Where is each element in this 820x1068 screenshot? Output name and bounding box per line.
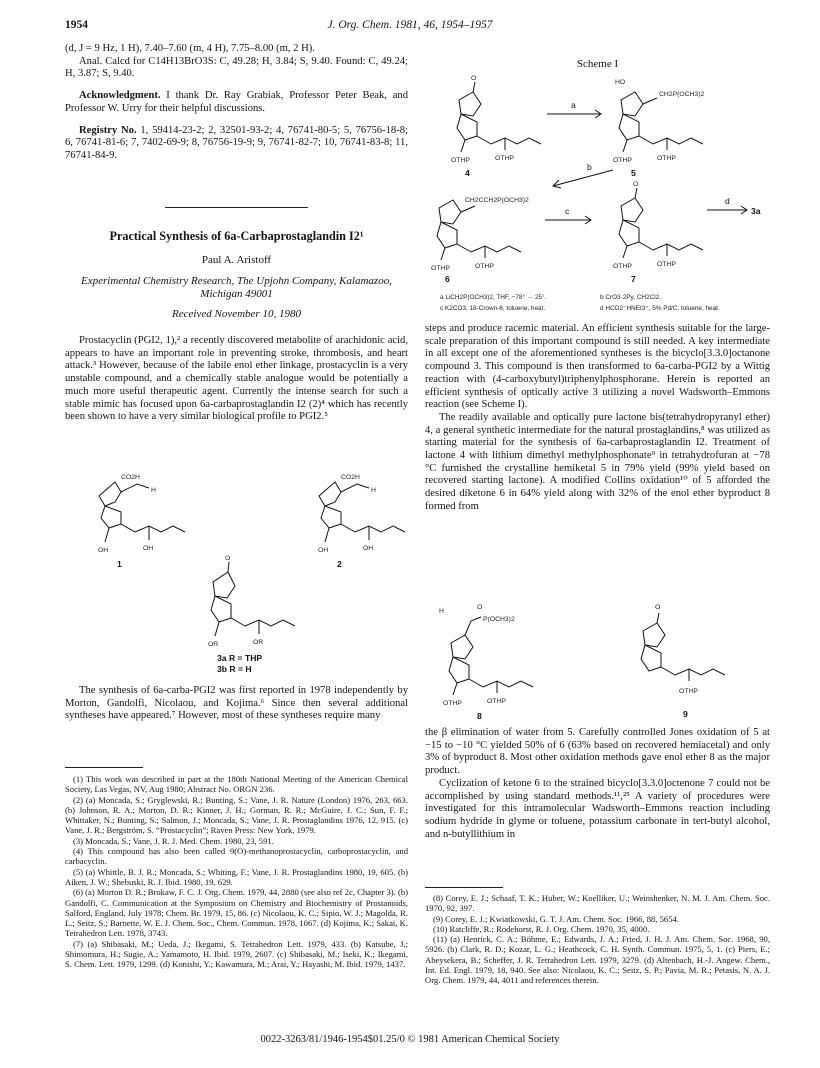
compound-6-label: 6: [445, 274, 450, 284]
s1-h-label: H: [151, 487, 156, 494]
s5-ho-label: HO: [615, 79, 626, 86]
cyclization-paragraph: Cyclization of ketone 6 to the strained bicyclo[3.3.0]octenone 7 could not be accomplished by using standard methods.¹¹,²⁵ A variety of procedures were investigated for this intramolecular Wadsworth–Emmons reaction including sodium hydride in glyme or toluene, potassium carbonate in tert-butyl alcohol, and n-butyllithium in: [425, 777, 770, 840]
nmr-data: (d, J = 9 Hz, 1 H), 7.40–7.60 (m, 4 H), 7.75–8.00 (m, 2 H).: [65, 43, 315, 54]
copyright-footer: 0022-3263/81/1946-1954$01.25/0 © 1981 American Chemical Society: [260, 1034, 560, 1045]
structures-1-2-3: [65, 470, 408, 675]
s6-othp2-label: OTHP: [475, 263, 494, 270]
s8-othp-label: OTHP: [443, 700, 462, 707]
s2-h-label: H: [371, 487, 376, 494]
s8-othp2-label: OTHP: [487, 698, 506, 705]
s9-o-label: O: [655, 604, 661, 611]
body-paragraph-1: [65, 335, 408, 424]
registry-text: 1, 59414-23-2; 2, 32501-93-2; 4, 76741-80-5; 5, 76756-18-8; 6, 76741-81-6; 7, 7402-69-9; 8, 76756-19-9; 9, 76741-82-7; 10, 76741-83-8; 11, 76741-84-9.: [65, 124, 408, 161]
footnote: (11) (a) Henrick, C. A.; Böhme, E.; Edwards, J. A.; Fried, J. H. J. Am. Chem. Soc. 1968, 90, 5926. (b) Clark, R. D.; Kozar, L. G.; Heathcock, C. H. Synth. Commun. 1975, 5, 1. (c) Piers, E.; Abeysekera, B.; Scheffer, J. R. Tetrahedron Lett. 1979, 3279. (d) Altenbach, H.-J. Angew. Chem., Int. Ed. Engl. 1979, 18, 940. See also: Nicolaou, K. C.; Seitz, S. P.; Pavia, M. R.; Petasis, N. A. J. Org. Chem. 1979, 44, 4011 and references therein.: [425, 934, 770, 986]
s3-or2-label: OR: [253, 639, 264, 646]
footnotes-right: [425, 893, 770, 986]
s5-othp-label: OTHP: [613, 157, 632, 164]
s3-o-label: O: [225, 555, 231, 562]
compound-5-label: 5: [631, 168, 636, 178]
s6-phos-label: CH2CCH2P(OCH3)2: [465, 197, 529, 204]
registry-heading: Registry No.: [79, 124, 137, 136]
arrow-c-label: c: [565, 206, 570, 216]
footnote: (6) (a) Morton D. R.; Brokaw, F. C. J. Org. Chem. 1979, 44, 2880 (see also ref 2c, Chapter 3). (b) Gandolfi, C. Communication at the Symposium on Chemistry and Biochemistry of Prostanoids, Salford, England, July 1978; Chem. Br. 1979, 15, 86. (c) Nicolaou, K. C.; Sipio, W. J.; Magolda, R. L.; Seitz, S.; Barnette, W. E. J. Chem. Soc., Chem. Commun. 1978, 1067. (d) Kojima, K.; Sakai, K. Tetrahedron Lett. 1978, 3743.: [65, 887, 408, 939]
footnote: (2) (a) Moncada, S.; Gryglewski, R.; Bunting, S.; Vane, J. R. Nature (London) 1976, 263, 663. (b) Johnson, R. A.; Morton, D. R.; Kinner, J. H.; Gorman, R. R.; McGuire, J. C.; Sun, F. F.; Whittaker, N.; Bunting, S.; Salmon, J.; Moncada, S.; Vane, J. R. Prostaglandins 1976, 12, 915. (c) Vane, J. R.; Bergström, S. “Prostacyclin”; Raven Press: New York, 1979.: [65, 794, 408, 836]
compound-4-label: 4: [465, 168, 470, 178]
scheme-conditions: [440, 292, 770, 314]
received-date: Received November 10, 1980: [172, 308, 301, 320]
body-paragraph-2: [65, 685, 408, 723]
s8-h-label: H: [439, 608, 444, 615]
body-right-upper: [425, 323, 770, 514]
registry-numbers: [65, 125, 408, 163]
s1-acid-label: CO2H: [121, 474, 140, 481]
s9-othp-label: OTHP: [679, 688, 698, 695]
s4-othp-label: OTHP: [451, 157, 470, 164]
footnote: (7) (a) Shibasaki, M.; Ueda, J.; Ikegami, S. Tetrahedron Lett. 1979, 433. (b) Katsube, J.; Shimomura, H.; Sugie, A.; Yamamoto, H. Ibid. 1979, 2607. (c) Shibasaki, M.; Iseki, K.; Ikegami, S. Chem. Lett. 1979, 1299. (d) Konishi, Y.; Kawamura, M.; Arai, Y.; Hayashi, M. Ibid. 1979, 1437.: [65, 938, 408, 970]
continued-paragraph: steps and produce racemic material. An efficient synthesis suitable for the large-scale preparation of this important compound is still needed. A key intermediate in all except one of the aforementioned syntheses is the bicyclo[3.3.0]octanone compound 3. This compound is then transformed to 6a-carba-PGI2 by a Wittig reaction with (4-carboxybutyl)triphenylphosphorane. Herein is reported an efficient synthesis of optically active 3 utilizing a novel Wadsworth–Emmons reaction (see Scheme I).: [425, 323, 770, 411]
condition-a: a LiCH2P(OCH3)2, THF, −78° → 25°.: [440, 294, 547, 301]
acknowledgment-text: I thank Dr. Ray Grabiak, Professor Peter Beak, and Professor W. Urry for their helpful discussions.: [65, 90, 408, 114]
footnote-rule-left: [65, 767, 143, 768]
footnote: (8) Corey, E. J.; Schaaf, T. K.; Huber, W.; Koelliker, U.; Weinshenker, N. M. J. Am. Chem. Soc. 1970, 92, 397.: [425, 893, 770, 914]
s7-o-label: O: [633, 181, 639, 188]
s1-oh-label: OH: [98, 547, 109, 554]
arrow-b-label: b: [587, 162, 592, 172]
acknowledgment: [65, 90, 408, 115]
compound-3a-label: 3a R = THP: [217, 653, 263, 663]
article-title: Practical Synthesis of 6a-Carbaprostaglandin I2¹: [109, 229, 364, 243]
structures-8-9: [425, 595, 770, 725]
page-number: 1954: [65, 19, 88, 31]
compound-3b-label: 3b R = H: [217, 664, 252, 674]
footnote: (5) (a) Whittle, B. J. R.; Moncada, S.; Whiting, F.; Vane, J. R. Prostaglandins 1980, 19, 605. (b) Aiken, J. W.; Shebuski, R. J. Ibid. 1980, 19, 629.: [65, 866, 408, 887]
article-separator: [165, 207, 308, 208]
body-right-lower: [425, 727, 770, 841]
scheme-i-diagram: [425, 70, 770, 285]
footnote: (10) Ratcliffe, R.; Rodehorst, R. J. Org. Chem. 1970, 35, 4000.: [433, 923, 650, 934]
s4-othp2-label: OTHP: [495, 155, 514, 162]
s8-o-label: O: [477, 604, 483, 611]
s2-acid-label: CO2H: [341, 474, 360, 481]
compound-2-label: 2: [337, 559, 342, 569]
s5-phos-label: CH2P(OCH3)2: [659, 91, 705, 98]
compound-8-label: 8: [477, 711, 482, 721]
s7-othp2-label: OTHP: [657, 261, 676, 268]
s8-phos-label: P(OCH3)2: [483, 616, 515, 623]
condition-b: b CrO3·2Py, CH2Cl2.: [600, 294, 661, 301]
s6-othp-label: OTHP: [431, 265, 450, 272]
compound-9-label: 9: [683, 709, 688, 719]
compound-3a-target-label: 3a: [751, 206, 761, 216]
footnote-rule-right: [425, 887, 503, 888]
s2-oh-label: OH: [318, 547, 329, 554]
s3-or-label: OR: [208, 641, 219, 648]
footnote: (4) This compound has also been called 9(O)-methanoprostacyclin, carboprostacyclin, and carbacyclin.: [65, 846, 408, 867]
s1-oh2-label: OH: [143, 545, 154, 552]
s7-othp-label: OTHP: [613, 263, 632, 270]
synthesis-history-paragraph: The synthesis of 6a-carba-PGI2 was first reported in 1978 independently by Morton, Gandolfi, Nicolaou, and Kojima.⁶ Since then several additional syntheses have appeared.⁷ However, most of these syntheses require many: [65, 685, 408, 722]
footnotes-left: [65, 774, 408, 970]
footnote: (9) Corey, E. J.; Kwiatkowski, G. T. J. Am. Chem. Soc. 1966, 88, 5654.: [433, 913, 679, 924]
condition-d: d HCO2⁻HNEt3⁺, 5% Pd/C, toluene, heat.: [600, 305, 720, 312]
s5-othp2-label: OTHP: [657, 155, 676, 162]
footnote: (1) This work was described in part at the 180th National Meeting of the American Chemical Society, Las Vegas, NV, Aug 1980; Abstract No. ORGN 236.: [65, 774, 408, 795]
article-affiliation: Experimental Chemistry Research, The Upjohn Company, Kalamazoo, Michigan 49001: [81, 275, 392, 300]
previous-article-tail: [65, 43, 408, 163]
elemental-analysis: Anal. Calcd for C14H13BrO3S: C, 49.28; H, 3.84; S, 9.40. Found: C, 49.24; H, 3.87; S, 9.40.: [65, 55, 408, 80]
s2-oh2-label: OH: [363, 545, 374, 552]
arrow-d-label: d: [725, 196, 730, 206]
article-author: Paul A. Aristoff: [201, 254, 272, 266]
condition-c: c K2CO3, 18-Crown-6, toluene, heat.: [440, 305, 546, 312]
lactone-paragraph: The readily available and optically pure lactone bis(tetrahydropyranyl ether) 4, a general synthetic intermediate for the natural prostaglandins,⁸ was utilized as starting material for the synthesis of 6a-carbaprostaglandin I2. Treatment of lactone 4 with lithium dimethyl methylphosphonate⁹ in tetrahydrofuran at −78 °C furnished the crystalline hemiketal 5 in 79% yield (99% yield based on recovered starting lactone). A modified Collins oxidation¹⁰ of 5 afforded the desired diketone 6 in 64% yield along with 32% of the enol ether byproduct 8 formed from: [425, 411, 770, 512]
journal-citation: J. Org. Chem. 1981, 46, 1954–1957: [327, 19, 493, 31]
acknowledgment-heading: Acknowledgment.: [79, 90, 161, 102]
scheme-title: Scheme I: [576, 58, 619, 70]
s4-o-label: O: [471, 75, 477, 82]
compound-7-label: 7: [631, 274, 636, 284]
arrow-a-label: a: [571, 100, 576, 110]
intro-paragraph: Prostacyclin (PGI2, 1),² a recently discovered metabolite of arachidonic acid, appears to have an important role in preventing stroke, thrombosis, and heart attack.³ However, because of the labile enol ether linkage, prostacyclin is a very unstable compound, and a chemically stable analogue would be potentially a much more useful therapeutic agent. Currently the intense search for such a stable mimic has focused upon 6a-carbaprostaglandin I2 (2)⁴ which has recently been shown to have a very similar biological profile to PGI2.⁵: [65, 335, 408, 423]
footnote: (3) Moncada, S.; Vane, J. R. J. Med. Chem. 1980, 23, 591.: [73, 835, 274, 846]
compound-1-label: 1: [117, 559, 122, 569]
jones-paragraph: the β elimination of water from 5. Carefully controlled Jones oxidation of 5 at −15 to −10 °C yielded 50% of 6 (63% based on recovered hemiacetal) and only 3% of byproduct 8. Most other oxidation methods gave enol ether 8 as the major product.: [425, 727, 770, 777]
